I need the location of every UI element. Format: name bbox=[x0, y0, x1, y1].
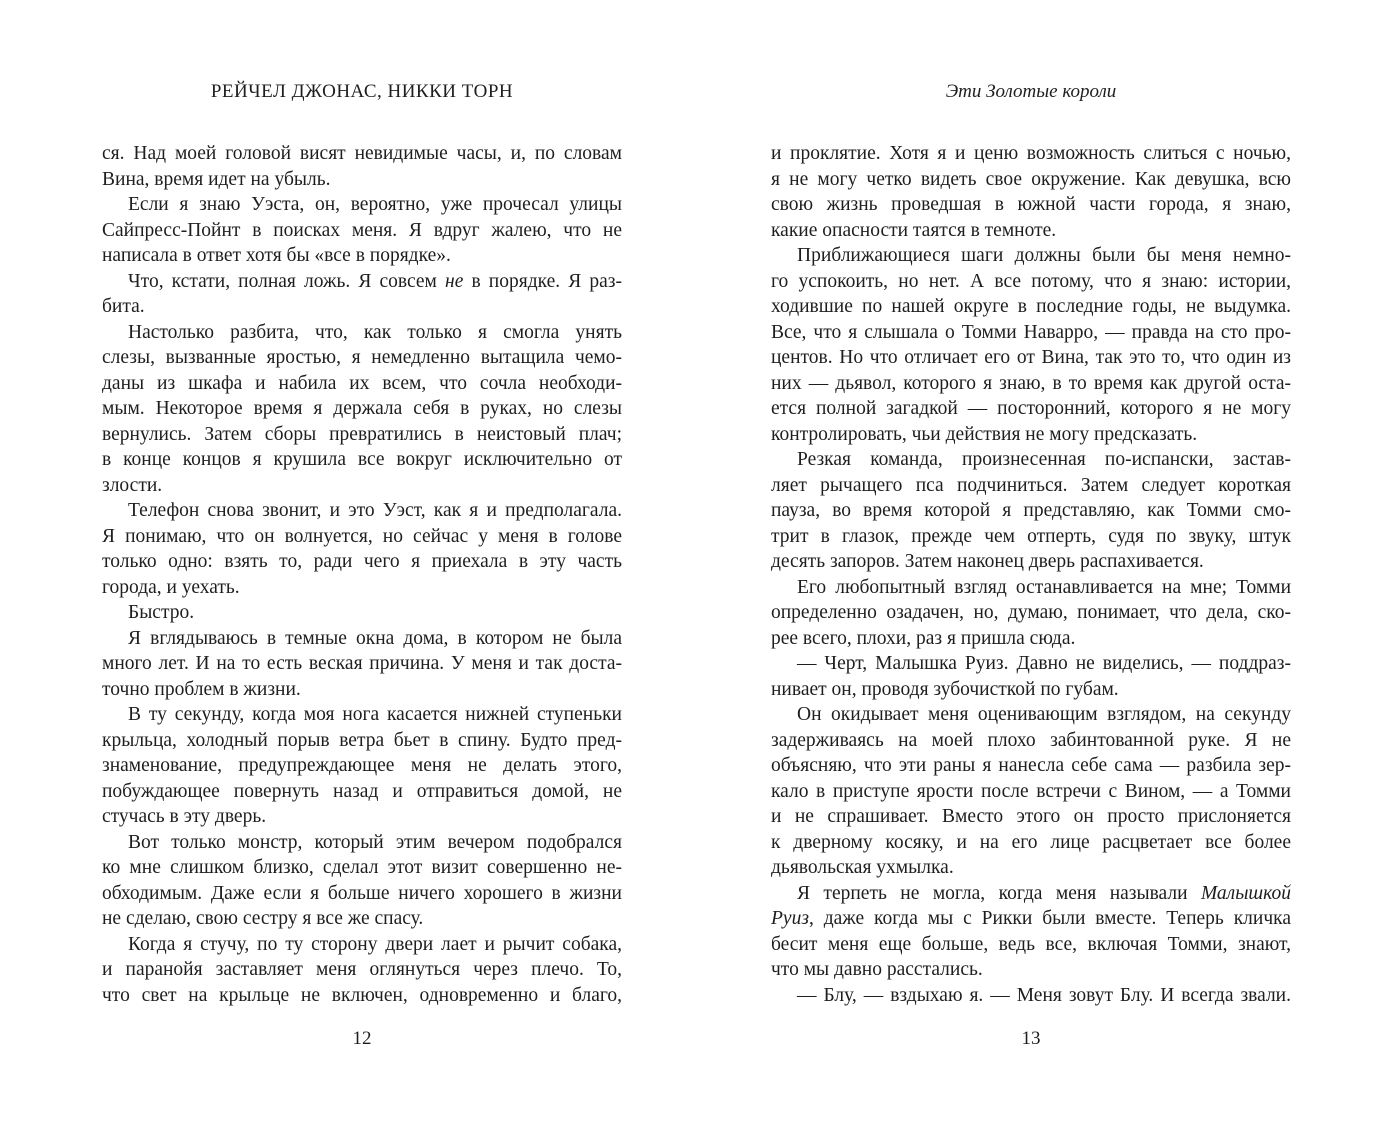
text-line bbox=[771, 779, 1291, 805]
line-text: бита. bbox=[102, 296, 145, 317]
line-text: ко мне слишком близко, сделал этот визит совершенно не- bbox=[102, 857, 622, 878]
text-line bbox=[771, 294, 1291, 320]
line-text: и паранойя заставляет меня оглянуться через плечо. То, bbox=[102, 959, 622, 980]
line-text: и проклятие. Хотя я и ценю возможность слиться с ночью, bbox=[771, 143, 1291, 164]
running-head-title: Эти Золотые короли bbox=[945, 81, 1117, 102]
line-text: Если я знаю Уэста, он, вероятно, уже прочесал улицы bbox=[128, 194, 622, 215]
line-text: Я понимаю, что он волнуется, но сейчас у меня в голове bbox=[102, 525, 622, 547]
line-text: дьявольская ухмылка. bbox=[771, 857, 954, 878]
line-text: ляет рычащего пса подчиниться. Затем следует короткая bbox=[771, 474, 1291, 496]
emphasis-text: Руиз bbox=[771, 908, 809, 929]
text-line bbox=[102, 855, 622, 881]
line-text: Быстро. bbox=[128, 602, 195, 623]
line-text: даны из шкафа и набила их всем, что сочла необходи- bbox=[102, 372, 622, 394]
line-text: Приближающиеся шаги должны были бы меня немно- bbox=[797, 245, 1291, 266]
text-line bbox=[771, 855, 1291, 881]
line-text: нивает он, проводя зубочисткой по губам. bbox=[771, 678, 1119, 700]
line-text: Настолько разбита, что, как только я смогла унять bbox=[128, 321, 622, 343]
line-text: к дверному косяку, и на его лице расцветает все более bbox=[771, 831, 1291, 853]
line-text: контролировать, чьи действия не могу предсказать. bbox=[771, 423, 1198, 445]
text-line bbox=[102, 906, 622, 932]
line-text: в конце концов я крушила все вокруг исключительно от bbox=[102, 449, 622, 470]
line-text: пауза, во время которой я представляю, как Томми смо- bbox=[771, 500, 1291, 521]
line-text: стучась в эту дверь. bbox=[102, 806, 267, 827]
line-text: много лет. И на то есть веская причина. У меня и так доста- bbox=[102, 653, 622, 674]
text-line bbox=[102, 192, 622, 218]
text-line bbox=[102, 600, 622, 626]
page-number: 13 bbox=[1021, 1028, 1041, 1049]
line-text: Я вглядываюсь в темные окна дома, в котором не была bbox=[128, 627, 622, 649]
line-text: злости. bbox=[102, 474, 163, 496]
text-line bbox=[771, 651, 1291, 677]
text-line bbox=[102, 269, 622, 295]
line-text: и не спрашивает. Вместо этого он просто прислоняется bbox=[771, 806, 1291, 827]
text-line bbox=[771, 498, 1291, 524]
text-line bbox=[771, 906, 1291, 932]
text-line bbox=[102, 422, 622, 448]
line-text: обходимым. Даже если я больше ничего хорошего в жизни bbox=[102, 882, 622, 904]
text-line bbox=[771, 830, 1291, 856]
line-text: задерживаясь на моей плохо забинтованной руке. Я не bbox=[771, 729, 1291, 751]
line-text: Он окидывает меня оценивающим взглядом, на секунду bbox=[797, 704, 1291, 725]
text-line bbox=[771, 447, 1291, 473]
page-text bbox=[102, 141, 622, 1008]
line-text: я не могу четко видеть свое окружение. Как девушка, всю bbox=[771, 168, 1291, 190]
text-line bbox=[102, 804, 622, 830]
line-text: Все, что я слышала о Томми Наварро, — правда на сто про- bbox=[771, 321, 1291, 343]
text-line bbox=[102, 498, 622, 524]
line-text: слезы, вызванные яростью, я немедленно вытащила чемо- bbox=[102, 347, 622, 368]
text-line bbox=[771, 320, 1291, 346]
text-line bbox=[771, 702, 1291, 728]
line-text: В ту секунду, когда моя нога касается нижней ступеньки bbox=[128, 704, 622, 725]
text-line bbox=[102, 830, 622, 856]
line-text: рее всего, плохи, раз я пришла сюда. bbox=[771, 627, 1076, 649]
line-text: не сделаю, свою сестру я все же спасу. bbox=[102, 908, 424, 929]
line-text-after: в порядке. Я раз- bbox=[463, 270, 622, 292]
text-line bbox=[102, 345, 622, 371]
text-line bbox=[102, 320, 622, 346]
text-line bbox=[102, 626, 622, 652]
line-text: них — дьявол, которого я знаю, в то время как другой оста- bbox=[771, 372, 1291, 394]
text-line bbox=[771, 422, 1291, 448]
text-line bbox=[102, 728, 622, 754]
page-text bbox=[771, 141, 1291, 1008]
line-text: кало в приступе ярости после встречи с Вином, — а Томми bbox=[771, 780, 1291, 802]
text-line bbox=[771, 753, 1291, 779]
text-line bbox=[102, 702, 622, 728]
text-line bbox=[771, 192, 1291, 218]
line-text: — Блу, — вздыхаю я. — Меня зовут Блу. И всегда звали. bbox=[797, 984, 1291, 1006]
line-text: написала в ответ хотя бы «все в порядке». bbox=[102, 245, 451, 266]
text-line bbox=[771, 600, 1291, 626]
line-text: какие опасности таятся в темноте. bbox=[771, 219, 1057, 241]
text-line bbox=[771, 804, 1291, 830]
text-line bbox=[102, 218, 622, 244]
text-line bbox=[771, 575, 1291, 601]
right-page bbox=[771, 0, 1291, 1125]
line-text: центов. Но что отличает его от Вина, так это то, что один из bbox=[771, 347, 1291, 368]
text-line bbox=[771, 549, 1291, 575]
text-line bbox=[771, 371, 1291, 397]
line-text: объясняю, что эти раны я нанесла себе сама — разбила зер- bbox=[771, 755, 1291, 776]
text-line bbox=[102, 677, 622, 703]
text-line bbox=[771, 345, 1291, 371]
text-line bbox=[102, 524, 622, 550]
text-line bbox=[102, 753, 622, 779]
text-line bbox=[771, 524, 1291, 550]
left-page bbox=[102, 0, 622, 1125]
line-text: Его любопытный взгляд останавливается на мне; Томми bbox=[797, 576, 1291, 598]
line-text: свою жизнь проведшая в южной части города, я знаю, bbox=[771, 194, 1291, 215]
text-line bbox=[102, 651, 622, 677]
line-text: бесит меня еще больше, ведь все, включая Томми, знают, bbox=[771, 933, 1291, 955]
line-text: побуждающее повернуть назад и отправиться домой, не bbox=[102, 780, 622, 802]
text-line bbox=[102, 294, 622, 320]
text-line bbox=[102, 549, 622, 575]
page-number: 12 bbox=[352, 1028, 372, 1049]
line-text: — Черт, Малышка Руиз. Давно не виделись, — поддраз- bbox=[797, 653, 1291, 674]
line-text: Когда я стучу, по ту сторону двери лает и рычит собака, bbox=[128, 933, 622, 955]
emphasis-text: Малышкой bbox=[1200, 882, 1291, 904]
text-line bbox=[102, 141, 622, 167]
text-line bbox=[102, 371, 622, 397]
line-text: определенно озадачен, но, думаю, понимает, что дела, ско- bbox=[771, 602, 1291, 623]
text-line bbox=[771, 269, 1291, 295]
text-line bbox=[771, 243, 1291, 269]
line-text: что свет на крыльце не включен, одновременно и благо, bbox=[102, 984, 622, 1006]
text-line bbox=[771, 957, 1291, 983]
running-head-author: РЕЙЧЕЛ ДЖОНАС, НИККИ ТОРН bbox=[210, 81, 514, 102]
text-line bbox=[102, 983, 622, 1009]
line-text: ется полной загадкой — посторонний, которого я не могу bbox=[771, 398, 1291, 419]
text-line bbox=[771, 728, 1291, 754]
text-line bbox=[771, 983, 1291, 1009]
text-line bbox=[771, 396, 1291, 422]
line-text: точно проблем в жизни. bbox=[102, 678, 301, 700]
line-text: Что, кстати, полная ложь. Я совсем bbox=[128, 270, 446, 292]
line-text: Сайпресс-Пойнт в поисках меня. Я вдруг жалею, что не bbox=[102, 219, 622, 241]
line-text: только одно: взять то, ради чего я приехала в эту часть bbox=[102, 551, 622, 572]
line-text: го успокоить, но нет. А все потому, что я знаю: истории, bbox=[771, 270, 1291, 292]
line-text: Вина, время идет на убыль. bbox=[102, 168, 331, 190]
text-line bbox=[102, 575, 622, 601]
text-line bbox=[771, 932, 1291, 958]
line-text: Телефон снова звонит, и это Уэст, как я и предполагала. bbox=[128, 500, 622, 521]
text-line bbox=[102, 243, 622, 269]
text-line bbox=[102, 167, 622, 193]
line-text: мым. Некоторое время я держала себя в руках, но слезы bbox=[102, 398, 622, 419]
line-text: города, и уехать. bbox=[102, 576, 240, 598]
line-text: Я терпеть не могла, когда меня называли bbox=[797, 882, 1201, 904]
line-text: Резкая команда, произнесенная по-испански, застав- bbox=[797, 449, 1291, 470]
text-line bbox=[102, 957, 622, 983]
text-line bbox=[771, 141, 1291, 167]
text-line bbox=[771, 677, 1291, 703]
line-text: крыльца, холодный порыв ветра бьет в спину. Будто пред- bbox=[102, 729, 622, 751]
line-text: десять запоров. Затем наконец дверь распахивается. bbox=[771, 551, 1204, 572]
text-line bbox=[102, 396, 622, 422]
line-text-after: , даже когда мы с Рикки были вместе. Теперь кличка bbox=[808, 908, 1291, 929]
text-line bbox=[102, 473, 622, 499]
text-line bbox=[771, 881, 1291, 907]
line-text: ся. Над моей головой висят невидимые часы, и, по словам bbox=[102, 143, 622, 164]
line-text: что мы давно расстались. bbox=[771, 959, 983, 980]
text-line bbox=[771, 167, 1291, 193]
line-text: Вот только монстр, который этим вечером подобрался bbox=[128, 831, 622, 853]
text-line bbox=[102, 881, 622, 907]
line-text: вернулись. Затем сборы превратились в неистовый плач; bbox=[102, 423, 622, 445]
emphasis-text: не bbox=[445, 270, 464, 292]
line-text: знаменование, предупреждающее меня не делать этого, bbox=[102, 755, 622, 776]
line-text: трит в глазок, прежде чем отперть, судя по звуку, штук bbox=[771, 525, 1291, 547]
line-text: ходившие по нашей округе в последние годы, не выдумка. bbox=[771, 296, 1291, 317]
text-line bbox=[102, 779, 622, 805]
text-line bbox=[771, 626, 1291, 652]
text-line bbox=[771, 218, 1291, 244]
text-line bbox=[771, 473, 1291, 499]
text-line bbox=[102, 447, 622, 473]
text-line bbox=[102, 932, 622, 958]
